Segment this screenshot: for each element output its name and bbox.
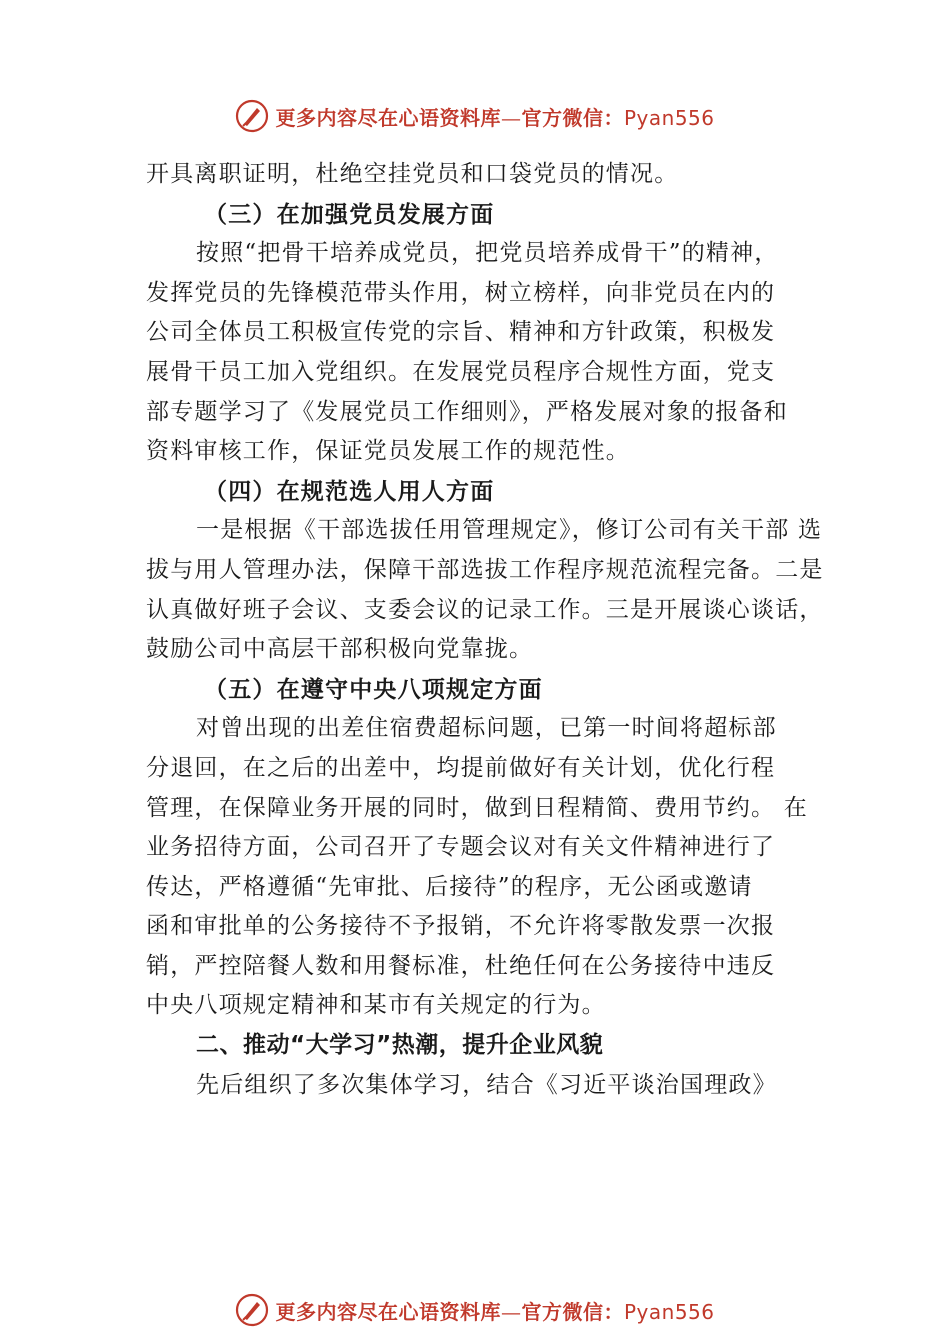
banner-main-text: 更多内容尽在心语资料库: [275, 1299, 501, 1324]
body-line: 发挥党员的先锋模范带头作用，树立榜样，向非党员在内的: [146, 279, 776, 306]
banner-separator: —: [500, 105, 522, 130]
banner-text: [275, 1296, 714, 1325]
body-line: 一是根据《干部选拔任用管理规定》，修订公司有关干部 选: [196, 517, 823, 544]
document-body: [146, 155, 846, 1105]
footer-banner: [0, 1288, 950, 1332]
header-banner: [0, 94, 950, 138]
body-line: 先后组织了多次集体学习，结合《习近平谈治国理政》: [196, 1071, 777, 1098]
banner-separator: —: [500, 1299, 522, 1324]
body-line: 部专题学习了《发展党员工作细则》，严格发展对象的报备和: [146, 398, 788, 425]
quill-pen-logo-icon: [235, 99, 269, 133]
body-line: 中央八项规定精神和某市有关规定的行为。: [146, 992, 606, 1019]
body-line: 公司全体员工积极宣传党的宗旨、精神和方针政策，积极发: [146, 319, 776, 346]
body-line: 传达，严格遵循“先审批、后接待”的程序，无公函或邀请: [146, 873, 753, 900]
body-line: 函和审批单的公务接待不予报销，不允许将零散发票一次报: [146, 913, 776, 940]
body-line: 销，严控陪餐人数和用餐标准，杜绝任何在公务接待中违反: [146, 952, 776, 979]
body-line: 认真做好班子会议、支委会议的记录工作。三是开展谈心谈话，: [146, 596, 824, 623]
body-line: 鼓励公司中高层干部积极向党靠拢。: [146, 636, 534, 663]
chapter-heading: 二、推动“大学习”热潮，提升企业风貌: [196, 1032, 604, 1059]
body-line: 开具离职证明，杜绝空挂党员和口袋党员的情况。: [146, 161, 679, 187]
banner-main-text: 更多内容尽在心语资料库: [275, 105, 501, 130]
body-line: 业务招待方面，公司召开了专题会议对有关文件精神进行了: [146, 834, 776, 861]
banner-label: 官方微信：: [521, 1299, 624, 1324]
body-line: 对曾出现的出差住宿费超标问题，已第一时间将超标部: [196, 715, 777, 742]
body-line: 分退回，在之后的出差中，均提前做好有关计划，优化行程: [146, 754, 776, 781]
quill-pen-logo-icon: [235, 1293, 269, 1327]
body-line: 管理，在保障业务开展的同时，做到日程精简、费用节约。 在: [146, 794, 808, 821]
banner-handle: Pyan556: [623, 105, 715, 130]
banner-text: [275, 102, 714, 131]
body-line: 按照“把骨干培养成党员，把党员培养成骨干”的精神，: [196, 240, 779, 267]
body-line: 拔与用人管理办法，保障干部选拔工作程序规范流程完备。二是: [146, 556, 824, 583]
banner-handle: Pyan556: [623, 1299, 715, 1324]
section-heading: （五）在遵守中央八项规定方面: [204, 675, 543, 703]
section-heading: （四）在规范选人用人方面: [204, 477, 495, 505]
section-heading: （三）在加强党员发展方面: [204, 200, 495, 228]
body-line: 展骨干员工加入党组织。在发展党员程序合规性方面，党支: [146, 358, 776, 385]
banner-label: 官方微信：: [521, 105, 624, 130]
body-line: 资料审核工作，保证党员发展工作的规范性。: [146, 438, 630, 465]
